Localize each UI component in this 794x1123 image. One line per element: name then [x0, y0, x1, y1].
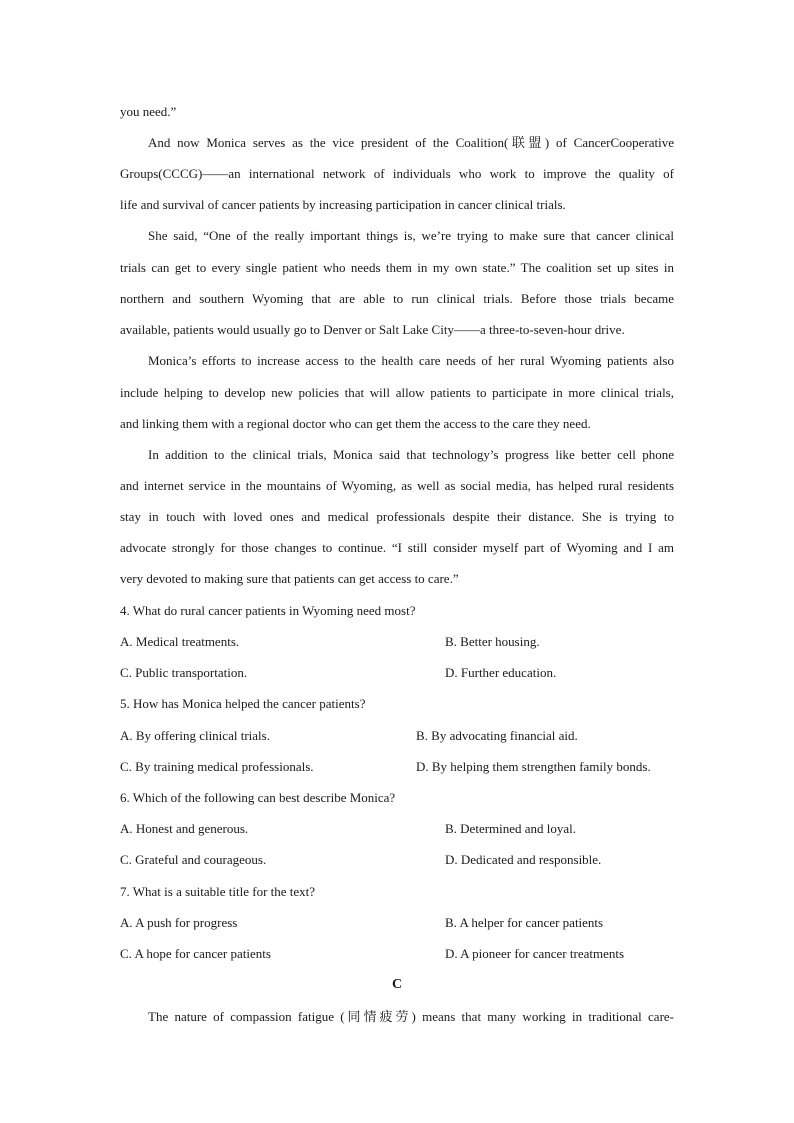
- option-c: C. By training medical professionals.: [120, 759, 314, 774]
- passage-line: and linking them with a regional doctor who can get them the access to the care they need.: [120, 416, 591, 431]
- option-d: D. Further education.: [445, 665, 557, 680]
- passage-line: Groups(CCCG)——an international network of individuals who work to improve the quality of: [120, 166, 674, 181]
- passage-line: In addition to the clinical trials, Monica said that technology’s progress like better cell phone: [148, 447, 674, 462]
- option-d: D. By helping them strengthen family bonds.: [416, 759, 651, 774]
- option-b: B. Determined and loyal.: [445, 821, 577, 836]
- option-b: B. By advocating financial aid.: [416, 728, 578, 743]
- passage-line: include helping to develop new policies that will allow patients to participate in more clinical trials,: [120, 385, 674, 400]
- option-c: C. A hope for cancer patients: [120, 946, 271, 961]
- question-stem: 5. How has Monica helped the cancer patients?: [120, 696, 366, 711]
- option-d: D. A pioneer for cancer treatments: [445, 946, 625, 961]
- option-a: A. By offering clinical trials.: [120, 728, 270, 743]
- passage-line: And now Monica serves as the vice president of the Coalition(联盟) of CancerCooperative: [148, 135, 674, 150]
- passage-line: available, patients would usually go to Denver or Salt Lake City——a three-to-seven-hour drive.: [120, 322, 625, 337]
- passage-line: She said, “One of the really important things is, we’re trying to make sure that cancer clinical: [148, 228, 674, 243]
- option-c: C. Grateful and courageous.: [120, 852, 267, 867]
- option-b: B. A helper for cancer patients: [445, 915, 604, 930]
- question-stem: 7. What is a suitable title for the text?: [120, 884, 316, 899]
- passage-line: northern and southern Wyoming that are able to run clinical trials. Before those trials became: [120, 291, 674, 306]
- option-b: B. Better housing.: [445, 634, 540, 649]
- passage-line: very devoted to making sure that patients can get access to care.”: [120, 571, 459, 586]
- option-c: C. Public transportation.: [120, 665, 248, 680]
- question-stem: 4. What do rural cancer patients in Wyoming need most?: [120, 603, 416, 618]
- passage-line: you need.”: [120, 104, 177, 119]
- section-heading: C: [391, 977, 403, 992]
- passage-line: stay in touch with loved ones and medical professionals despite their distance. She is trying to: [120, 509, 674, 524]
- option-d: D. Dedicated and responsible.: [445, 852, 602, 867]
- passage-line: life and survival of cancer patients by increasing participation in cancer clinical trials.: [120, 197, 566, 212]
- option-a: A. Medical treatments.: [120, 634, 240, 649]
- passage-line: Monica’s efforts to increase access to the health care needs of her rural Wyoming patients also: [148, 353, 674, 368]
- passage-line: and internet service in the mountains of Wyoming, as well as social media, has helped rural residents: [120, 478, 674, 493]
- passage-line: trials can get to every single patient who needs them in my own state.” The coalition set up sites in: [120, 260, 674, 275]
- option-a: A. A push for progress: [120, 915, 238, 930]
- passage-line: The nature of compassion fatigue (同情疲劳) means that many working in traditional care-: [148, 1009, 674, 1024]
- question-stem: 6. Which of the following can best describe Monica?: [120, 790, 396, 805]
- passage-line: advocate strongly for those changes to continue. “I still consider myself part of Wyoming and I am: [120, 540, 674, 555]
- option-a: A. Honest and generous.: [120, 821, 249, 836]
